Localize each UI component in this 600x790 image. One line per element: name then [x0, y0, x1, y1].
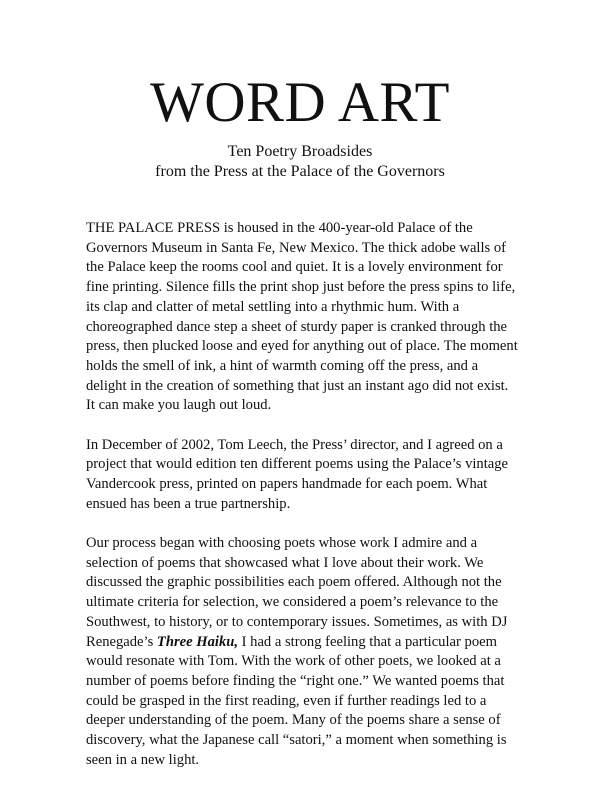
text-line: ensued has been a true partnership. [86, 495, 291, 512]
text-line: ultimate criteria for selection, we considered a poem’s relevance to the [86, 594, 499, 611]
text-line: could be grasped in the first reading, even if further readings led to a [86, 692, 487, 709]
paragraph-3 [86, 534, 556, 770]
paragraph-2 [86, 436, 556, 515]
text-line: the Palace keep the rooms cool and quiet. It is a lovely environment for [86, 259, 503, 276]
text-line-with-title [86, 633, 556, 653]
text-segment: I had a strong feeling that a particular poem [238, 633, 497, 650]
text-line: fine printing. Silence fills the print shop just before the press spins to life, [86, 279, 516, 296]
page-title: WORD ART [150, 71, 450, 134]
text-line: press, then plucked loose and eyed for anything out of place. The moment [86, 338, 518, 355]
text-line: choreographed dance step a sheet of sturdy paper is cranked through the [86, 318, 508, 335]
text-line: It can make you laugh out loud. [86, 397, 272, 414]
text-line: Governors Museum in Santa Fe, New Mexico. The thick adobe walls of [86, 239, 507, 256]
text-line: THE PALACE PRESS is housed in the 400-year-old Palace of the [86, 220, 473, 236]
text-line: In December of 2002, Tom Leech, the Press’ director, and I agreed on a [86, 436, 503, 453]
text-line: would resonate with Tom. With the work of other poets, we looked at a [86, 653, 501, 670]
text-line: delight in the creation of something that just an instant ago did not exist. [86, 377, 509, 394]
subtitle-line-1: Ten Poetry Broadsides [227, 143, 373, 160]
text-line: project that would edition ten different poems using the Palace’s vintage [86, 456, 509, 473]
text-line: discovery, what the Japanese call “satori,” a moment when something is [86, 732, 507, 749]
text-line: number of poems before finding the “right one.” We wanted poems that [86, 672, 505, 689]
subtitle [0, 142, 600, 182]
body-text [86, 219, 556, 790]
subtitle-line-2: from the Press at the Palace of the Governors [155, 163, 445, 180]
text-line: selection of poems that showcased what I love about their work. We [86, 554, 484, 571]
paragraph-1 [86, 219, 556, 416]
text-line: holds the smell of ink, a hint of warmth coming off the press, and a [86, 357, 479, 374]
text-line: deeper understanding of the poem. Many of the poems share a sense of [86, 712, 501, 729]
text-line: Our process began with choosing poets whose work I admire and a [86, 535, 478, 552]
text-line: discussed the graphic possibilities each poem offered. Although not the [86, 574, 502, 591]
text-line: Vandercook press, printed on papers handmade for each poem. What [86, 476, 488, 493]
text-line: its clap and clatter of metal settling into a rhythmic hum. With a [86, 298, 460, 315]
text-line: Southwest, to history, or to contemporary issues. Sometimes, as with DJ [86, 613, 508, 630]
text-line: seen in a new light. [86, 751, 200, 768]
text-segment: Renegade’s [86, 633, 157, 650]
poem-title: Three Haiku, [156, 633, 238, 650]
